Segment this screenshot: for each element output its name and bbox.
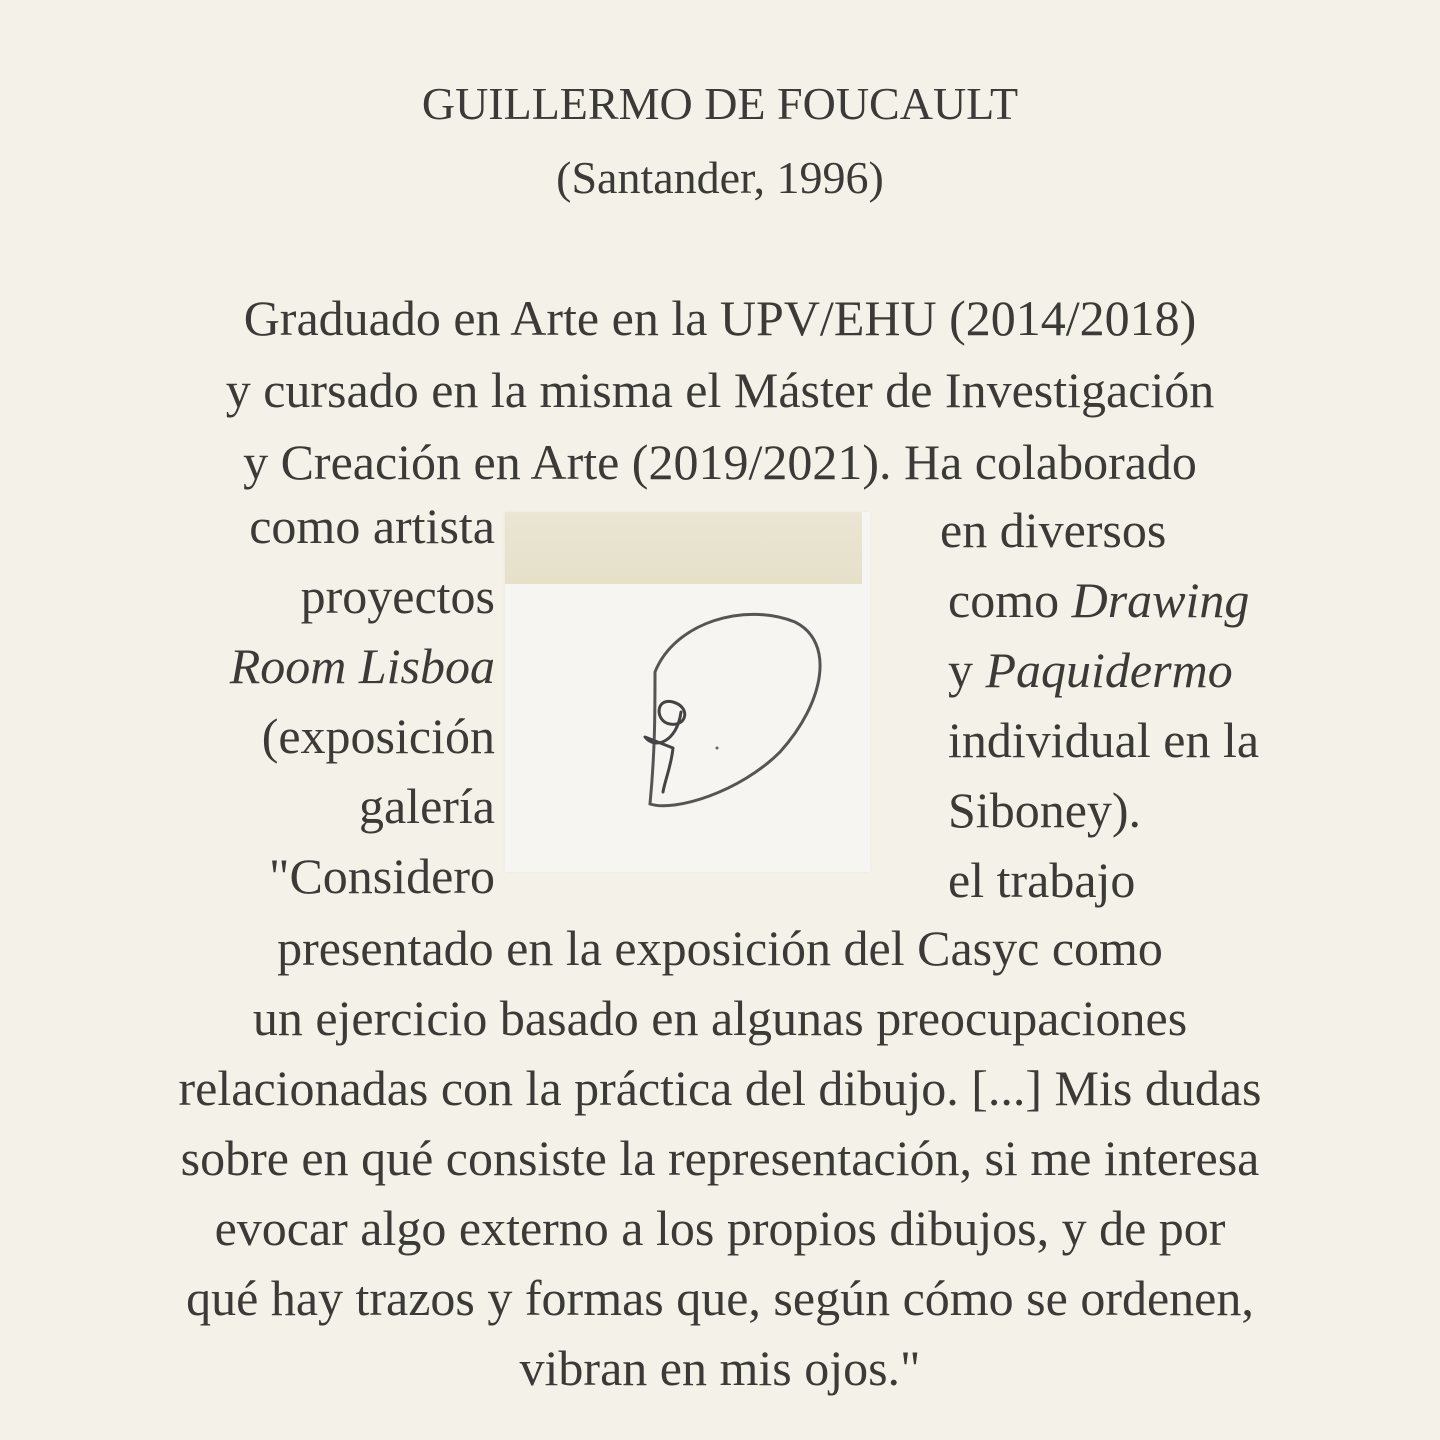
pencil-sketch-drawing bbox=[505, 512, 870, 872]
bio-line-9: qué hay trazos y formas que, según cómo se ordenen, bbox=[186, 1270, 1254, 1326]
right-col-line-3-text: y bbox=[948, 642, 986, 698]
right-col-line-4: individual en la bbox=[948, 712, 1260, 768]
bio-line-10: vibran en mis ojos." bbox=[519, 1340, 921, 1396]
bio-line-6: relacionadas con la práctica del dibujo. [...] Mis dudas bbox=[178, 1060, 1262, 1116]
right-col-line-6: el trabajo bbox=[948, 852, 1136, 908]
right-col-line-1: en diversos bbox=[940, 502, 1167, 558]
right-col-line-2-text: como bbox=[948, 572, 1072, 628]
bio-line-2: y cursado en la misma el Máster de Investigación bbox=[225, 362, 1215, 418]
artist-name: GUILLERMO DE FOUCAULT bbox=[421, 78, 1019, 129]
bio-line-5: un ejercicio basado en algunas preocupaciones bbox=[252, 990, 1188, 1046]
bio-line-4: presentado en la exposición del Casyc como bbox=[277, 920, 1163, 976]
italic-title-room-lisboa: Room Lisboa bbox=[229, 638, 495, 694]
bio-line-8: evocar algo externo a los propios dibujos, y de por bbox=[214, 1200, 1226, 1256]
left-col-line-3 bbox=[230, 636, 495, 696]
italic-title-drawing: Drawing bbox=[1071, 572, 1250, 628]
bio-line-3: y Creación en Arte (2019/2021). Ha colaborado bbox=[243, 434, 1197, 490]
left-col-line-6: "Considero bbox=[269, 848, 495, 904]
italic-title-paquidermo: Paquidermo bbox=[985, 642, 1233, 698]
bio-line-1: Graduado en Arte en la UPV/EHU (2014/2018) bbox=[243, 290, 1197, 346]
left-col-line-1: como artista bbox=[249, 498, 495, 554]
bio-line-7: sobre en qué consiste la representación, si me interesa bbox=[180, 1130, 1260, 1186]
left-col-line-4: (exposición bbox=[261, 708, 495, 764]
right-col-line-3 bbox=[948, 640, 1233, 700]
left-col-line-2: proyectos bbox=[300, 568, 495, 624]
right-col-line-2 bbox=[948, 570, 1249, 630]
right-col-line-5: Siboney). bbox=[948, 782, 1142, 838]
left-col-line-5: galería bbox=[358, 778, 495, 834]
artist-origin: (Santander, 1996) bbox=[556, 152, 884, 203]
